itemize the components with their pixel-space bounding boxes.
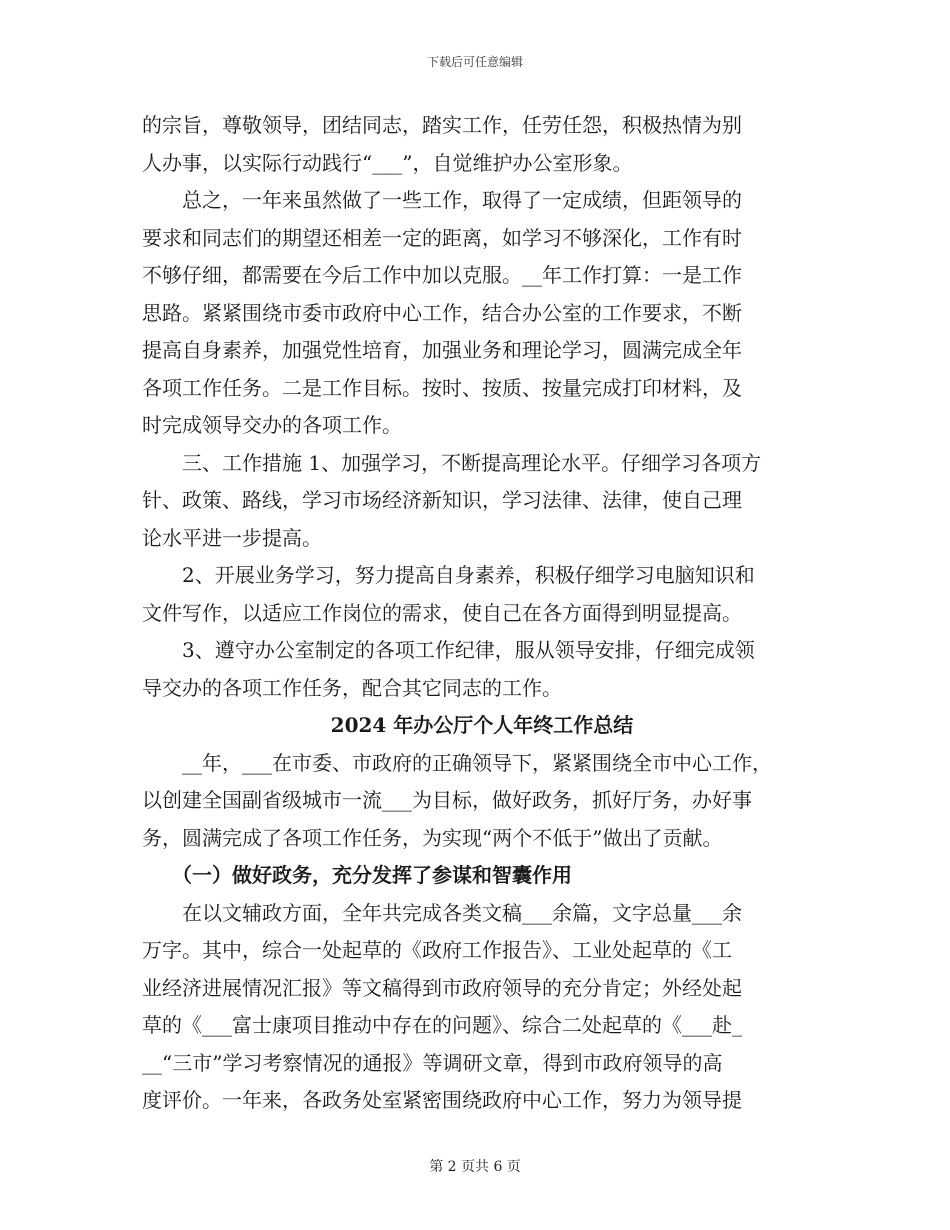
page-header: 下载后可任意编辑 [426, 55, 523, 69]
text-line: 2、开展业务学习，努力提高自身素养，积极仔细学习电脑知识和 [142, 563, 755, 587]
text-line: 草的《___富士康项目推动中存在的问题》、综合二处起草的《___赴_ [142, 1013, 742, 1037]
text-line: 务，圆满完成了各项工作任务，为实现“两个不低于”做出了贡献。 [142, 825, 723, 850]
text-line: 3、遵守办公室制定的各项工作纪律，服从领导安排，仔细完成领 [142, 638, 755, 662]
text-line: 在以文辅政方面，全年共完成各类文稿___余篇，文字总量___余 [142, 900, 742, 925]
text-line: __“三市”学习考察情况的通报》等调研文章，得到市政府领导的高 [142, 1050, 723, 1075]
text-line: 业经济进展情况汇报》等文稿得到市政府领导的充分肯定；外经处起 [142, 975, 742, 1000]
text-line: 人办事，以实际行动践行“___”，自觉维护办公室形象。 [142, 150, 633, 175]
text-line: 的宗旨，尊敬领导，团结同志，踏实工作，任劳任怨，积极热情为别 [142, 113, 742, 137]
text-line: 导交办的各项工作任务，配合其它同志的工作。 [142, 675, 562, 700]
text-line: 度评价。一年来，各政务处室紧密围绕政府中心工作，努力为领导提 [142, 1088, 742, 1112]
page-footer: 第 2 页共 6 页 [429, 1159, 521, 1175]
text-line: __年，___在市委、市政府的正确领导下，紧紧围绕全市中心工作， [142, 750, 772, 775]
text-line: 时完成领导交办的各项工作。 [142, 413, 402, 437]
text-line: 文件写作，以适应工作岗位的需求，使自己在各方面得到明显提高。 [142, 600, 742, 625]
subsection-heading: （一）做好政务，充分发挥了参谋和智囊作用 [142, 863, 572, 887]
text-line: 提高自身素养，加强党性培育，加强业务和理论学习，圆满完成全年 [142, 338, 742, 362]
document-body [142, 107, 822, 1120]
text-line: 不够仔细，都需要在今后工作中加以克服。__年工作打算：一是工作 [142, 263, 742, 287]
text-line: 三、工作措施 1、加强学习，不断提高理论水平。仔细学习各项方 [142, 450, 762, 475]
text-line: 总之，一年来虽然做了一些工作，取得了一定成绩，但距领导的 [142, 188, 742, 212]
text-line: 各项工作任务。二是工作目标。按时、按质、按量完成打印材料，及 [142, 375, 742, 400]
section-title: 2024 年办公厅个人年终工作总结 [330, 713, 634, 737]
text-line: 思路。紧紧围绕市委市政府中心工作，结合办公室的工作要求，不断 [142, 300, 742, 325]
text-line: 要求和同志们的期望还相差一定的距离，如学习不够深化，工作有时 [142, 225, 742, 250]
text-line: 万字。其中，综合一处起草的《政府工作报告》、工业处起草的《工 [142, 938, 732, 962]
text-line: 针、政策、路线，学习市场经济新知识，学习法律、法律，使自己理 [142, 488, 742, 512]
text-line: 以创建全国副省级城市一流___为目标，做好政务，抓好厅务，办好事 [142, 788, 752, 812]
text-line: 论水平进一步提高。 [142, 525, 322, 550]
